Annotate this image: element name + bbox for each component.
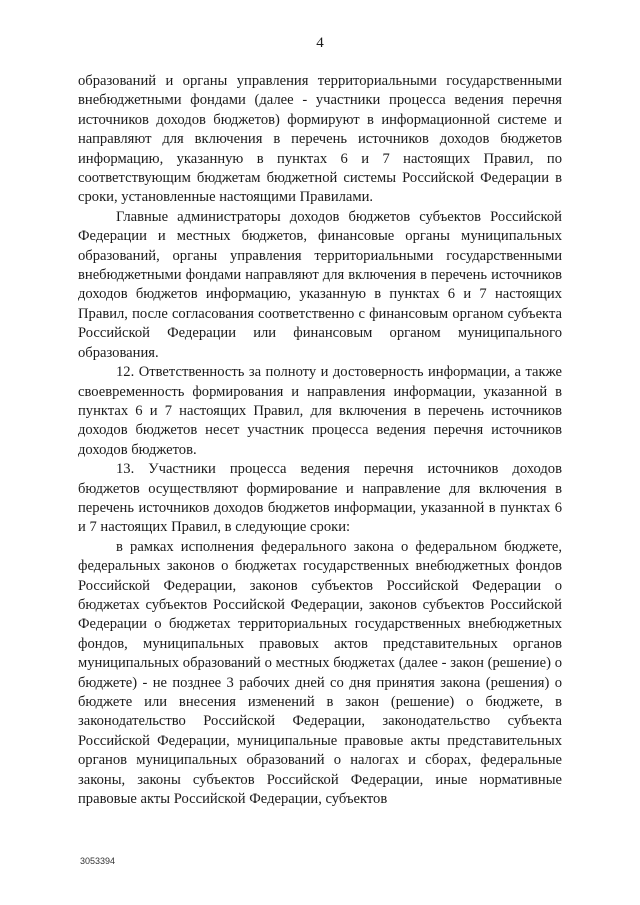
paragraph-item-12: 12. Ответственность за полноту и достоверность информации, а также своевременность формирования и направления информации, указанной в пунктах 6 и 7 настоящих Правил, для включения в перечень источников доходов бюджетов несет участник процесса ведения перечня источников доходов бюджетов.: [78, 364, 562, 458]
page-number: 4: [316, 35, 324, 51]
paragraph-deadlines: в рамках исполнения федерального закона о федеральном бюджете, федеральных законов о бюджетах государственных внебюджетных фондов Российской Федерации, законов субъектов Российской Федерации о бюджетах субъектов Российской Федерации, законов субъектов Российской Федерации о бюджетах территориальных государственных внебюджетных фондов, муниципальных правовых актов представительных органов муниципальных образований о местных бюджетах (далее - закон (решение) о бюджете) - не позднее 3 рабочих дней со дня принятия закона (решения) о бюджете или внесения изменений в закон (решение) о бюджете, в законодательство Российской Федерации, законодательство субъекта Российской Федерации, муниципальные правовые акты представительных органов муниципальных образований о налогах и сборах, федеральные законы, законы субъектов Российской Федерации, иные нормативные правовые акты Российской Федерации, субъектов: [78, 538, 562, 808]
paragraph-item-13: 13. Участники процесса ведения перечня источников доходов бюджетов осуществляют формирование и направление для включения в перечень источников доходов бюджетов информации, указанной в пунктах 6 и 7 настоящих Правил, в следующие сроки:: [78, 461, 562, 536]
paragraph-administrators: Главные администраторы доходов бюджетов субъектов Российской Федерации и местных бюджетов, финансовые органы муниципальных образований, органы управления территориальными государственными внебюджетными фондами направляют для включения в перечень источников доходов бюджетов информацию, указанную в пунктах 6 и 7 настоящих Правил, после согласования соответственно с финансовым органом субъекта Российской Федерации или финансовым органом муниципального образования.: [78, 208, 562, 361]
document-code: 3053394: [80, 856, 116, 866]
document-body: [78, 72, 562, 809]
paragraph-continuation: образований и органы управления территориальными государственными внебюджетными фондами (далее - участники процесса ведения перечня источников доходов бюджетов) формируют в информационной системе и направляют для включения в перечень источников доходов бюджетов информацию, указанную в пунктах 6 и 7 настоящих Правил, по соответствующим бюджетам бюджетной системы Российской Федерации в сроки, установленные настоящими Правилами.: [78, 73, 562, 206]
